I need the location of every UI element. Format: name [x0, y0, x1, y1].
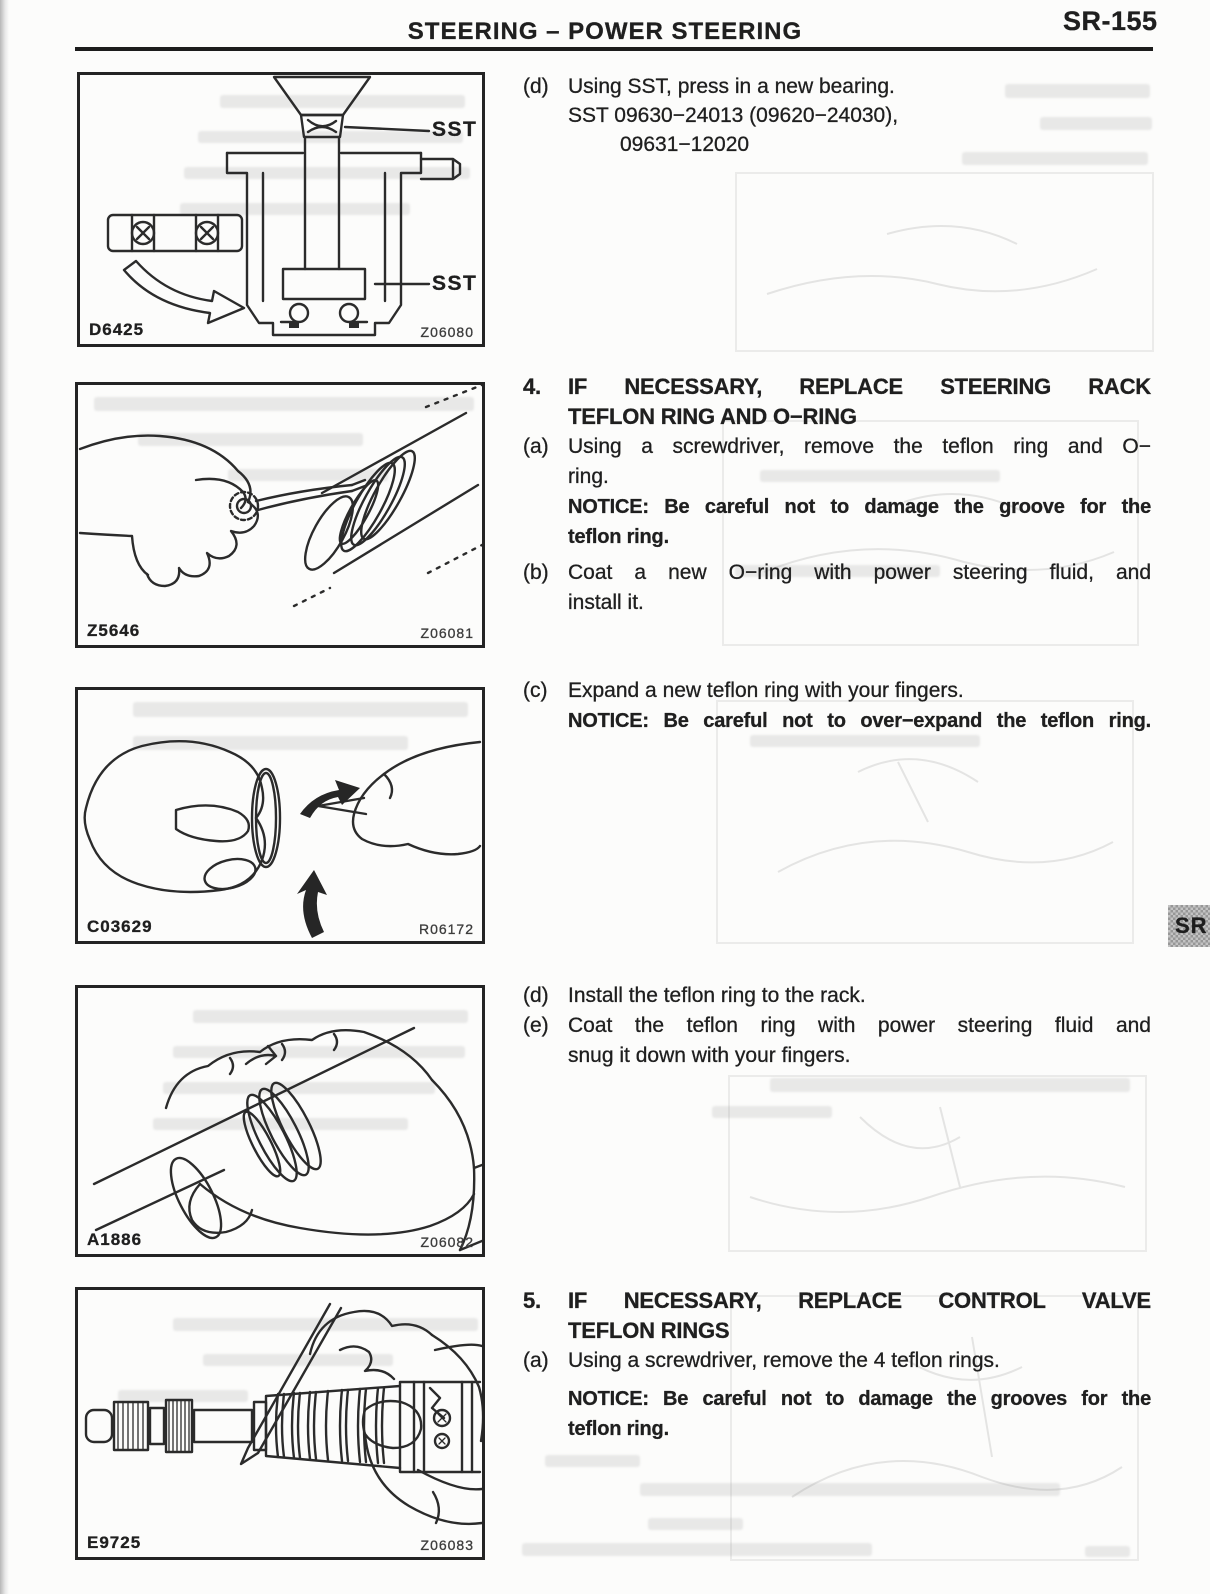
figure-code: R06172 — [418, 921, 474, 937]
item-marker: (a) — [523, 435, 549, 458]
item-marker: (c) — [523, 679, 548, 702]
step-text: Using SST, press in a new bearing. — [568, 75, 895, 98]
notice-text: NOTICE: Be careful not to damage the groove for the — [568, 496, 1151, 518]
item-text: Coat the teflon ring with power steering fluid and — [568, 1014, 1151, 1037]
section-number: 4. — [523, 374, 541, 399]
section-thumb-tab — [1168, 905, 1210, 947]
figure-bearing-press — [77, 72, 485, 347]
ghost-box — [735, 172, 1154, 352]
figure-code: Z06081 — [420, 625, 474, 641]
ghost-bleedthrough — [770, 1078, 1130, 1092]
item-marker: (d) — [523, 984, 549, 1007]
item-text: Using a screwdriver, remove the teflon ring and O− — [568, 435, 1151, 458]
ghost-bleedthrough — [640, 1483, 1060, 1496]
notice-text: teflon ring. — [568, 1418, 669, 1440]
item-text: ring. — [568, 465, 609, 488]
ghost-bleedthrough — [545, 1455, 640, 1467]
ghost-bleedthrough — [750, 735, 980, 747]
notice-text: teflon ring. — [568, 526, 669, 548]
sst-label-top: SST — [432, 118, 478, 141]
notice-text: NOTICE: Be careful not to damage the grooves for the — [568, 1388, 1151, 1410]
figure-code: E9725 — [87, 1533, 142, 1552]
figure-control-valve — [75, 1287, 485, 1560]
section-heading: TEFLON RINGS — [568, 1318, 730, 1343]
section-5-block — [523, 1286, 1151, 1444]
item-text: Expand a new teflon ring with your fingers. — [568, 679, 964, 702]
section-4-block — [523, 372, 1151, 618]
expand-ring-illustration — [78, 690, 482, 941]
figure-code: D6425 — [89, 320, 145, 339]
figure-code: Z06082 — [420, 1234, 474, 1250]
ghost-bleedthrough — [712, 1106, 832, 1118]
item-marker: (b) — [523, 561, 549, 584]
section-heading: TEFLON RING AND O−RING — [568, 404, 857, 429]
figure-code: Z06083 — [420, 1537, 474, 1553]
section-number: 5. — [523, 1288, 541, 1313]
item-text: Using a screwdriver, remove the 4 teflon rings. — [568, 1349, 1000, 1372]
figure-remove-teflon-ring — [75, 382, 485, 648]
figure-install-teflon-ring — [75, 985, 485, 1257]
section-tab-label: SR — [1175, 913, 1208, 938]
page-number: SR-155 — [1063, 6, 1158, 36]
item-marker: (a) — [523, 1349, 549, 1372]
header-rule — [75, 47, 1153, 51]
figure-expand-teflon-ring — [75, 687, 485, 944]
ghost-bleedthrough — [522, 1543, 872, 1556]
ghost-bleedthrough — [648, 1518, 743, 1530]
item-text: Coat a new O−ring with power steering fluid, and — [568, 561, 1151, 584]
bearing-press-illustration — [80, 75, 482, 344]
scan-edge-shadow — [0, 0, 9, 1594]
figure-code: A1886 — [87, 1230, 143, 1249]
page-title: STEERING – POWER STEERING — [407, 18, 803, 45]
ghost-bleedthrough — [1085, 1546, 1130, 1557]
remove-ring-illustration — [78, 385, 482, 645]
figure-code: C03629 — [87, 917, 153, 936]
ghost-box — [728, 1075, 1147, 1252]
item-text: Install the teflon ring to the rack. — [568, 984, 866, 1007]
figure-code: Z06080 — [420, 324, 474, 340]
item-marker: (e) — [523, 1014, 549, 1037]
item-text: install it. — [568, 591, 644, 614]
install-ring-illustration — [78, 988, 482, 1254]
step-marker: (d) — [523, 75, 549, 98]
step-d-block — [523, 72, 1151, 159]
figure-code: Z5646 — [87, 621, 141, 640]
sst-part-numbers: 09631−12020 — [620, 133, 750, 156]
sst-part-numbers: SST 09630−24013 (09620−24030), — [568, 104, 899, 127]
notice-text: NOTICE: Be careful not to over−expand the teflon ring. — [568, 710, 1151, 732]
item-c-block — [523, 676, 1151, 736]
item-text: snug it down with your fingers. — [568, 1044, 851, 1067]
section-heading: IF NECESSARY, REPLACE STEERING RACK — [568, 374, 1151, 399]
items-d-e-block — [523, 981, 1151, 1071]
sst-label-bottom: SST — [432, 272, 478, 295]
control-valve-illustration — [78, 1290, 482, 1557]
section-heading: IF NECESSARY, REPLACE CONTROL VALVE — [568, 1288, 1151, 1313]
